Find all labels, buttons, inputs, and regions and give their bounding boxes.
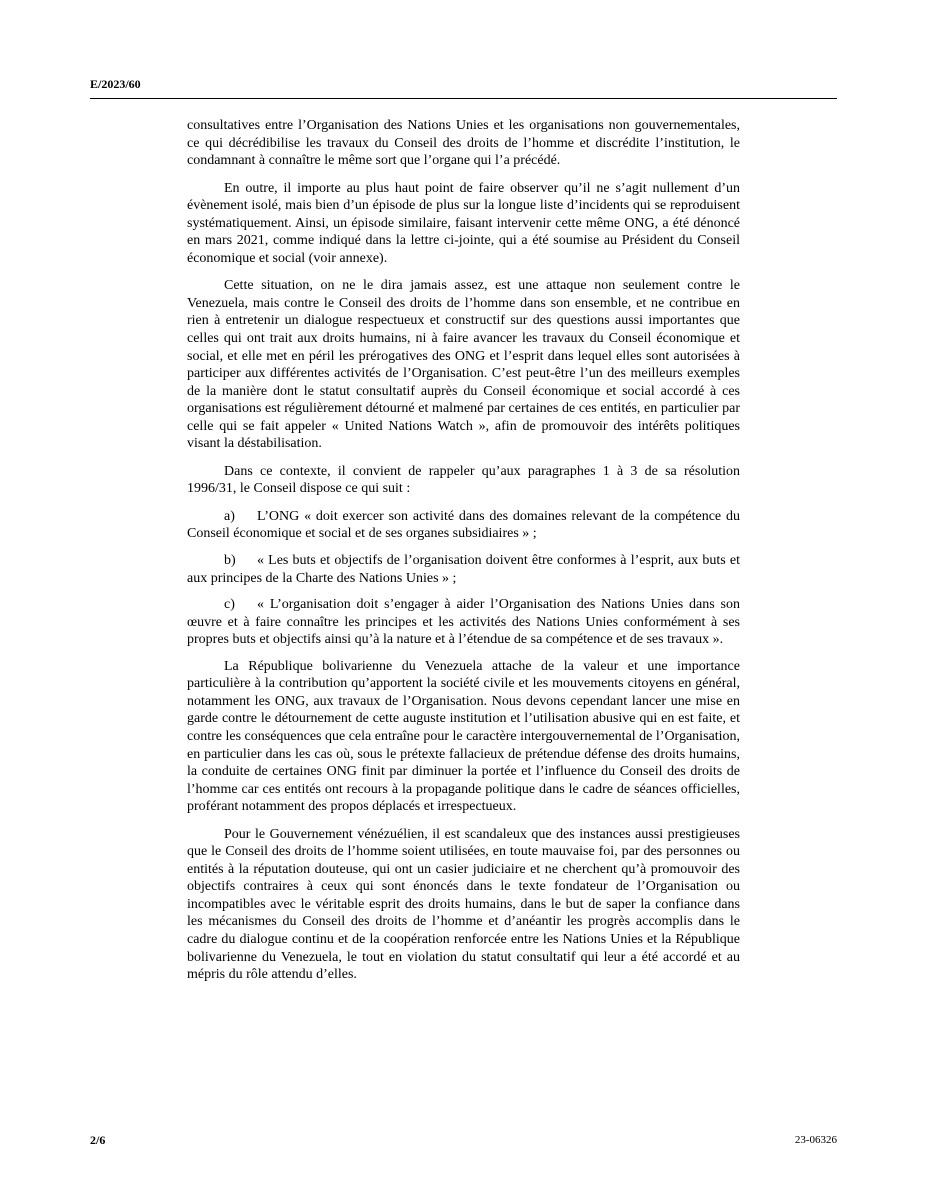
list-item-text: « L’organisation doit s’engager à aider l’Organisation des Nations Unies dans son œuvre et à faire connaître les principes et les activités des Nations Unies conformément à ses propres buts et objectifs ainsi qu’à la nature et à l’étendue de sa compétence et de ses travaux ». <box>187 597 740 648</box>
paragraph: consultatives entre l’Organisation des Nations Unies et les organisations non gouvernementales, ce qui décrédibilise les travaux du Conseil des droits de l’homme et discrédite l’institution, le condamnant à connaître le même sort que l’organe qui l’a précédé. <box>187 118 740 169</box>
list-item <box>187 596 740 649</box>
header-rule <box>90 98 837 99</box>
job-number: 23-06326 <box>794 1134 837 1146</box>
document-symbol: E/2023/60 <box>90 77 141 91</box>
list-item-label: c) <box>224 597 235 613</box>
list-item-label: a) <box>224 508 235 524</box>
list-item <box>187 552 740 587</box>
list-item <box>187 508 740 543</box>
paragraph: La République bolivarienne du Venezuela attache de la valeur et une importance particulière à la contribution qu’apportent la société civile et les mouvements citoyens en général, notamment les ONG, aux travaux de l’Organisation. Nous devons cependant lancer une mise en garde contre le détournement de cette auguste institution et l’utilisation abusive qui en est faite, et contre les conséquences que cela entraîne pour le caractère intergouvernemental de l’Organisation, en particulier dans les cas où, sous le prétexte fallacieux de prétendue défense des droits humains, la conduite de certaines ONG finit par diminuer la portée et l’influence du Conseil des droits de l’homme car ces entités ont recours à la propagande politique dans le cadre de séances officielles, proférant notamment des propos déplacés et irrespectueux. <box>187 658 741 815</box>
body-text <box>187 117 740 994</box>
list-item-text: L’ONG « doit exercer son activité dans des domaines relevant de la compétence du Conseil économique et social et de ses organes subsidiaires » ; <box>187 508 740 542</box>
page-number: 2/6 <box>90 1133 106 1147</box>
list-item-text: « Les buts et objectifs de l’organisation doivent être conformes à l’esprit, aux buts et aux principes de la Charte des Nations Unies » ; <box>187 553 740 586</box>
paragraph: En outre, il importe au plus haut point de faire observer qu’il ne s’agit nullement d’un évènement isolé, mais bien d’un épisode de plus sur la longue liste d’incidents qui se reproduisent systématiquement. Ainsi, un épisode similaire, faisant intervenir cette même ONG, a été dénoncé en mars 2021, comme indiqué dans la lettre ci-jointe, qui a été soumise au Président du Conseil économique et social (voir annexe). <box>187 180 740 266</box>
paragraph: Dans ce contexte, il convient de rappeler qu’aux paragraphes 1 à 3 de sa résolution 1996/31, le Conseil dispose ce qui suit : <box>187 463 740 497</box>
paragraph: Pour le Gouvernement vénézuélien, il est scandaleux que des instances aussi prestigieuses que le Conseil des droits de l’homme soient utilisées, en toute mauvaise foi, par des personnes ou entités à la réputation douteuse, qui ont un casier judiciaire et ne cherchent qu’à promouvoir des objectifs contraires à ceux qui sont énoncés dans le texte fondateur de l’Organisation ou incompatibles avec le véritable esprit des droits humains, dans le but de saper la confiance dans les mécanismes du Conseil des droits de l’homme et d’anéantir les progrès accomplis dans le cadre du dialogue continu et de la coopération renforcée entre les Nations Unies et la République bolivarienne du Venezuela, le tout en violation du statut consultatif qui leur a été accordé et au mépris du rôle attendu d’elles. <box>187 826 740 983</box>
paragraph: Cette situation, on ne le dira jamais assez, est une attaque non seulement contre le Venezuela, mais contre le Conseil des droits de l’homme dans son ensemble, et ne contribue en rien à entretenir un dialogue respectueux et constructif sur des questions aussi importantes que celles qui ont trait aux droits humains, ni à faire avancer les travaux du Conseil économique et social, et elle met en péril les prérogatives des ONG et l’esprit dans lequel elles sont autorisées à participer aux différentes activités de l’Organisation. C’est peut-être l’un des meilleurs exemples de la manière dont le statut consultatif auprès du Conseil économique et social accordé à ces organisations est régulièrement détourné et malmené par certaines de ces entités, en particulier par celle qui se fait appeler « United Nations Watch », afin de promouvoir des intérêts politiques visant la déstabilisation. <box>187 278 740 452</box>
list-item-label: b) <box>224 553 236 569</box>
